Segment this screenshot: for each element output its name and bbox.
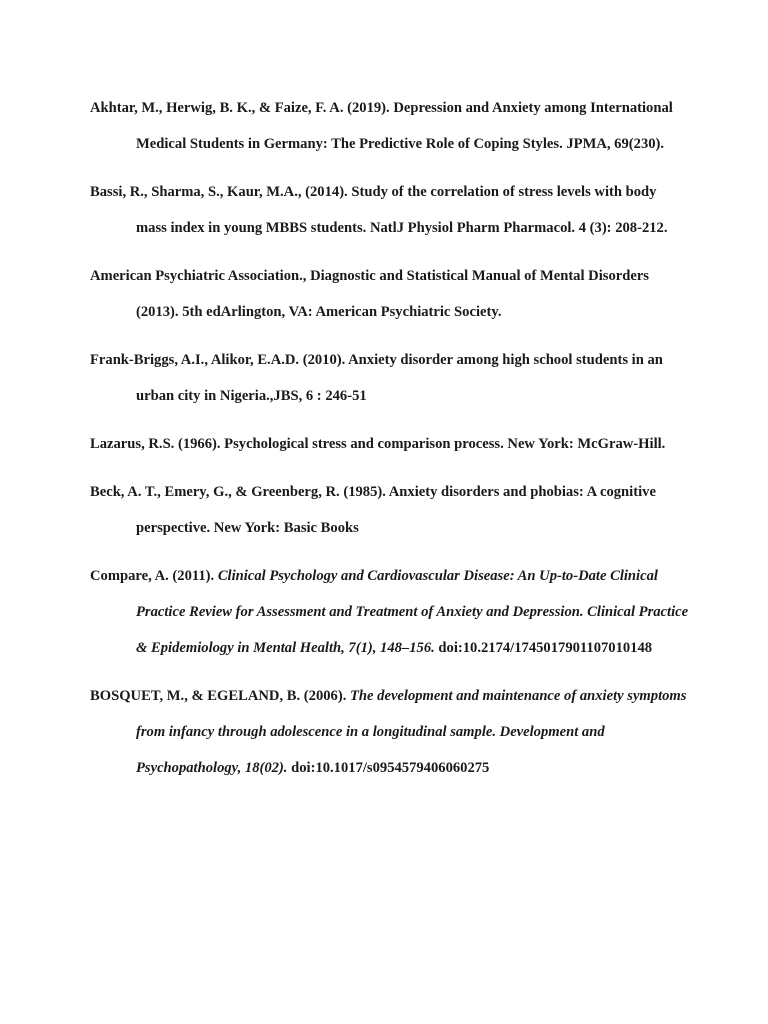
reference-italic-text: Clinical Psychology and Cardiovascular Disease: An Up-to-Date Clinical Practice Review for Assessment and Treatment of Anxiety and Depression. Clinical Practice & Epidemiology in Mental Health, 7(1), 148–156. bbox=[136, 568, 689, 656]
reference-text: Lazarus, R.S. (1966). Psychological stress and comparison process. New York: McGraw-Hill. bbox=[90, 436, 666, 452]
reference-entry bbox=[90, 174, 690, 246]
reference-entry bbox=[90, 90, 690, 162]
reference-text: Beck, A. T., Emery, G., & Greenberg, R. (1985). Anxiety disorders and phobias: A cognitive perspective. New York: Basic Books bbox=[90, 484, 656, 536]
reference-entry bbox=[90, 258, 690, 330]
reference-text: BOSQUET, M., & EGELAND, B. (2006). bbox=[90, 688, 351, 704]
reference-entry bbox=[90, 474, 690, 546]
reference-doi: doi:10.1017/s0954579406060275 bbox=[287, 760, 490, 776]
reference-doi: doi:10.2174/1745017901107010148 bbox=[434, 640, 653, 656]
reference-entry bbox=[90, 558, 690, 666]
reference-text: Bassi, R., Sharma, S., Kaur, M.A., (2014). Study of the correlation of stress levels with body mass index in young MBBS students. NatlJ Physiol Pharm Pharmacol. 4 (3): 208-212. bbox=[90, 184, 668, 236]
reference-text: Compare, A. (2011). bbox=[90, 568, 218, 584]
reference-entry bbox=[90, 678, 690, 786]
reference-italic-text: The development and maintenance of anxiety symptoms from infancy through adolescence in a longitudinal sample. Development and Psychopathology, 18(02). bbox=[136, 688, 687, 776]
reference-entry bbox=[90, 426, 690, 462]
reference-entry bbox=[90, 342, 690, 414]
reference-text: Akhtar, M., Herwig, B. K., & Faize, F. A. (2019). Depression and Anxiety among International Medical Students in Germany: The Predictive Role of Coping Styles. JPMA, 69(230). bbox=[90, 100, 673, 152]
reference-list bbox=[90, 90, 690, 798]
reference-text: Frank-Briggs, A.I., Alikor, E.A.D. (2010). Anxiety disorder among high school students in an urban city in Nigeria.,JBS, 6 : 246-51 bbox=[90, 352, 663, 404]
reference-text: American Psychiatric Association., Diagnostic and Statistical Manual of Mental Disorders (2013). 5th edArlington, VA: American Psychiatric Society. bbox=[90, 268, 649, 320]
